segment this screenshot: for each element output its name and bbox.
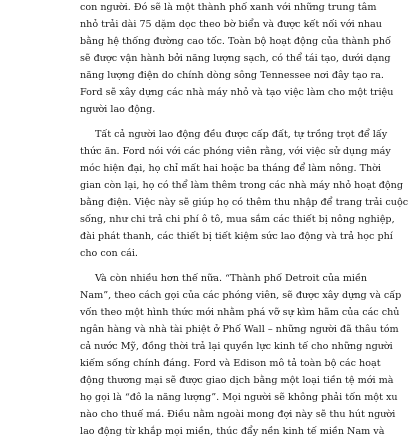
text-line: thức ăn. Ford nói với các phóng viên rằng, với việc sử dụng máy [80, 146, 391, 157]
text-line: Nam”, theo cách gọi của các phóng viên, sẽ được xây dựng và cấp [80, 290, 402, 301]
text-line: bằng điện. Việc này sẽ giúp họ có thêm thu nhập để trang trải cuộc [80, 197, 408, 208]
text-line: lao động từ khắp mọi miền, thúc đẩy nền kinh tế miền Nam và [80, 426, 385, 437]
text-line: người lao động. [80, 104, 156, 115]
text-line: sống, như chi trả chi phí ô tô, mua sắm các thiết bị nông nghiệp, [80, 214, 395, 225]
text-line: cả nước Mỹ, đồng thời trả lại quyền lực kinh tế cho những người [80, 341, 393, 352]
text-line: Và còn nhiều hơn thế nữa. “Thành phố Detroit của miền [95, 273, 368, 284]
text-line: Tất cả người lao động đều được cấp đất, tự trồng trọt để lấy [95, 129, 388, 140]
text-line: năng lượng điện do chính dòng sông Tennessee nơi đây tạo ra. [80, 70, 384, 81]
text-line: móc hiện đại, họ chỉ mất hai hoặc ba tháng để làm nông. Thời [80, 163, 382, 174]
text-line: gian còn lại, họ có thể làm thêm trong các nhà máy nhỏ hoạt động [80, 180, 403, 191]
text-line: cho con cái. [80, 248, 138, 259]
text-line: nhỏ trải dài 75 dặm dọc theo bờ biển và được kết nối với nhau [80, 19, 382, 30]
text-line: con người. Đó sẽ là một thành phố xanh với những trung tâm [80, 2, 377, 13]
text-line: họ gọi là “đô la năng lượng”. Mọi người sẽ không phải tốn một xu [80, 392, 398, 403]
text-line: đài phát thanh, các thiết bị tiết kiệm sức lao động và trả học phí [80, 231, 393, 242]
text-line: kiếm sống chính đáng. Ford và Edison mô tả toàn bộ các hoạt [80, 358, 381, 369]
text-line: nào cho thuế má. Điều nằm ngoài mong đợi này sẽ thu hút người [80, 409, 396, 420]
text-line: Ford sẽ xây dựng các nhà máy nhỏ và tạo việc làm cho một triệu [80, 87, 394, 98]
text-line: sẽ được vận hành bởi năng lượng sạch, có thể tái tạo, dưới dạng [80, 53, 391, 64]
text-line: vốn theo một hình thức mới nhằm phá vỡ sự kìm hãm của các chủ [80, 307, 400, 318]
text-line: động thương mại sẽ được giao dịch bằng một loại tiền tệ mới mà [80, 375, 394, 386]
text-line: bằng hệ thống đường cao tốc. Toàn bộ hoạt động của thành phố [80, 36, 391, 47]
text-line: ngân hàng và nhà tài phiệt ở Phố Wall – những người đã thâu tóm [80, 324, 399, 335]
